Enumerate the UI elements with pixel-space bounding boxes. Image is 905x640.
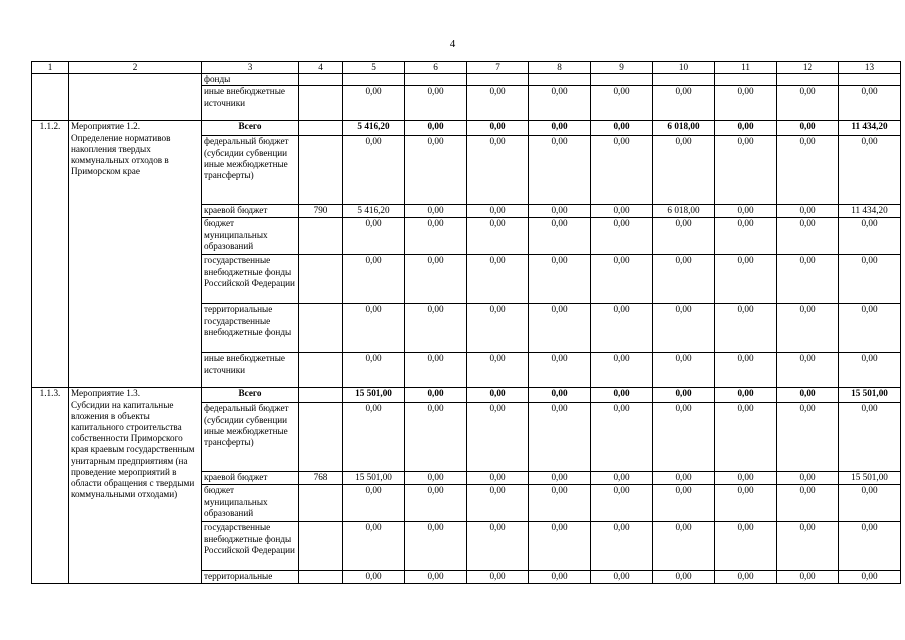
total-value: 0,00: [715, 121, 777, 136]
grbs-code: [299, 571, 343, 584]
value-cell: 0,00: [591, 255, 653, 304]
column-header: 3: [202, 62, 299, 74]
measure-name-cell: [69, 74, 202, 121]
value-cell: 0,00: [467, 205, 529, 218]
total-value: 11 434,20: [839, 121, 901, 136]
funding-source: бюджет муниципальных образований: [202, 218, 299, 255]
value-cell: 0,00: [591, 472, 653, 485]
grbs-code: [299, 353, 343, 388]
value-cell: 0,00: [529, 472, 591, 485]
value-cell: 0,00: [405, 218, 467, 255]
total-value: 0,00: [405, 388, 467, 403]
value-cell: 0,00: [591, 522, 653, 571]
value-cell: 0,00: [715, 136, 777, 205]
value-cell: 0,00: [343, 218, 405, 255]
column-header: 10: [653, 62, 715, 74]
total-value: 5 416,20: [343, 121, 405, 136]
budget-table: [31, 61, 901, 584]
total-label: Всего: [202, 121, 299, 136]
value-cell: 0,00: [405, 255, 467, 304]
column-number-row: [32, 62, 901, 74]
grbs-code: [299, 86, 343, 121]
total-value: 0,00: [777, 121, 839, 136]
value-cell: 0,00: [343, 136, 405, 205]
value-cell: 0,00: [653, 571, 715, 584]
value-cell: 0,00: [715, 472, 777, 485]
value-cell: 0,00: [343, 571, 405, 584]
value-cell: 0,00: [715, 304, 777, 353]
value-cell: 0,00: [343, 86, 405, 121]
value-cell: 0,00: [405, 86, 467, 121]
value-cell: 0,00: [653, 218, 715, 255]
value-cell: 15 501,00: [343, 472, 405, 485]
column-header: 6: [405, 62, 467, 74]
grbs-code: [299, 121, 343, 136]
total-value: 15 501,00: [343, 388, 405, 403]
value-cell: 0,00: [529, 304, 591, 353]
value-cell: 0,00: [715, 86, 777, 121]
total-value: 6 018,00: [653, 121, 715, 136]
value-cell: 0,00: [777, 205, 839, 218]
measure-code: 1.1.3.: [32, 388, 69, 584]
value-cell: 0,00: [405, 485, 467, 522]
grbs-code: 768: [299, 472, 343, 485]
value-cell: 11 434,20: [839, 205, 901, 218]
value-cell: 0,00: [839, 304, 901, 353]
total-value: 0,00: [653, 388, 715, 403]
value-cell: 0,00: [591, 353, 653, 388]
measure-description: Определение нормативов накопления твердых коммунальных отходов в Приморском крае: [71, 132, 171, 177]
value-cell: 0,00: [343, 522, 405, 571]
column-header: 11: [715, 62, 777, 74]
funding-source: федеральный бюджет (субсидии субвенции иные межбюджетные трансферты): [202, 403, 299, 472]
measure-title: Мероприятие 1.3.: [71, 388, 141, 399]
grbs-code: [299, 304, 343, 353]
funding-source: фонды: [202, 74, 299, 86]
value-cell: 0,00: [839, 522, 901, 571]
value-cell: 0,00: [839, 255, 901, 304]
column-header: 8: [529, 62, 591, 74]
value-cell: 0,00: [839, 136, 901, 205]
value-cell: 0,00: [405, 403, 467, 472]
grbs-code: [299, 74, 343, 86]
value-cell: 0,00: [653, 353, 715, 388]
value-cell: 0,00: [529, 255, 591, 304]
value-cell: 0,00: [839, 571, 901, 584]
value-cell: 0,00: [653, 472, 715, 485]
funding-source: иные внебюджетные источники: [202, 86, 299, 121]
value-cell: 0,00: [405, 136, 467, 205]
value-cell: 0,00: [591, 86, 653, 121]
grbs-code: [299, 218, 343, 255]
value-cell: 0,00: [653, 403, 715, 472]
grbs-code: [299, 485, 343, 522]
value-cell: 0,00: [405, 472, 467, 485]
page-number: 4: [449, 38, 456, 50]
column-header: 12: [777, 62, 839, 74]
total-value: 0,00: [591, 388, 653, 403]
value-cell: 0,00: [405, 571, 467, 584]
value-cell: 0,00: [591, 218, 653, 255]
value-cell: 0,00: [715, 353, 777, 388]
value-cell: 0,00: [467, 304, 529, 353]
total-value: 0,00: [529, 388, 591, 403]
value-cell: 0,00: [715, 571, 777, 584]
total-value: 0,00: [591, 121, 653, 136]
value-cell: 0,00: [653, 485, 715, 522]
value-cell: 0,00: [467, 522, 529, 571]
measure-title: Мероприятие 1.2.: [71, 121, 141, 132]
value-cell: 0,00: [653, 522, 715, 571]
value-cell: 0,00: [591, 571, 653, 584]
total-value: 0,00: [715, 388, 777, 403]
value-cell: 0,00: [839, 86, 901, 121]
total-value: 0,00: [467, 388, 529, 403]
measure-description: Субсидии на капитальные вложения в объекты капитального строительства собственности Приморского края краевым государственным унитарным предприятиям (на проведение мероприятий в области обращения с твердыми коммунальными отходами): [71, 399, 195, 500]
value-cell: 0,00: [777, 522, 839, 571]
column-header: 9: [591, 62, 653, 74]
value-cell: 0,00: [529, 485, 591, 522]
column-header: 7: [467, 62, 529, 74]
value-cell: 0,00: [715, 218, 777, 255]
value-cell: 0,00: [529, 205, 591, 218]
funding-source: бюджет муниципальных образований: [202, 485, 299, 522]
value-cell: 0,00: [529, 522, 591, 571]
value-cell: 0,00: [653, 136, 715, 205]
grbs-code: [299, 255, 343, 304]
value-cell: 0,00: [715, 403, 777, 472]
grbs-code: 790: [299, 205, 343, 218]
value-cell: 0,00: [467, 86, 529, 121]
value-cell: 0,00: [777, 304, 839, 353]
value-cell: 0,00: [715, 485, 777, 522]
value-cell: 0,00: [653, 255, 715, 304]
value-cell: 0,00: [777, 255, 839, 304]
value-cell: 0,00: [777, 86, 839, 121]
value-cell: 0,00: [777, 136, 839, 205]
value-cell: 0,00: [591, 136, 653, 205]
value-cell: 0,00: [653, 304, 715, 353]
measure-total-row: [32, 388, 901, 403]
column-header: 4: [299, 62, 343, 74]
column-header: 2: [69, 62, 202, 74]
value-cell: 0,00: [343, 403, 405, 472]
value-cell: 0,00: [405, 304, 467, 353]
value-cell: 0,00: [715, 255, 777, 304]
funding-source: территориальные: [202, 571, 299, 584]
value-cell: 0,00: [405, 353, 467, 388]
funding-source: иные внебюджетные источники: [202, 353, 299, 388]
value-cell: 0,00: [467, 255, 529, 304]
grbs-code: [299, 522, 343, 571]
value-cell: 0,00: [343, 353, 405, 388]
funding-source: государственные внебюджетные фонды Российской Федерации: [202, 522, 299, 571]
value-cell: 0,00: [591, 485, 653, 522]
total-label: Всего: [202, 388, 299, 403]
value-cell: 0,00: [529, 353, 591, 388]
funding-source: государственные внебюджетные фонды Российской Федерации: [202, 255, 299, 304]
value-cell: 5 416,20: [343, 205, 405, 218]
funding-source: федеральный бюджет (субсидии субвенции иные межбюджетные трансферты): [202, 136, 299, 205]
funding-source: краевой бюджет: [202, 472, 299, 485]
table-row: [32, 74, 901, 86]
value-cell: 0,00: [467, 485, 529, 522]
value-cell: 0,00: [467, 353, 529, 388]
value-cell: 0,00: [653, 86, 715, 121]
value-cell: 0,00: [591, 205, 653, 218]
grbs-code: [299, 388, 343, 403]
value-cell: 0,00: [343, 255, 405, 304]
funding-source: краевой бюджет: [202, 205, 299, 218]
value-cell: 0,00: [839, 218, 901, 255]
value-cell: 0,00: [405, 522, 467, 571]
value-cell: 0,00: [467, 571, 529, 584]
value-cell: 0,00: [467, 218, 529, 255]
value-cell: 0,00: [529, 403, 591, 472]
value-cell: 0,00: [777, 571, 839, 584]
value-cell: 0,00: [529, 218, 591, 255]
total-value: 0,00: [777, 388, 839, 403]
measure-code: 1.1.2.: [32, 121, 69, 388]
value-cell: 0,00: [343, 485, 405, 522]
value-cell: 0,00: [529, 136, 591, 205]
value-cell: 0,00: [467, 403, 529, 472]
value-cell: 0,00: [777, 403, 839, 472]
value-cell: 0,00: [467, 472, 529, 485]
measure-code-cell: [32, 74, 69, 121]
total-value: 0,00: [529, 121, 591, 136]
funding-source: территориальные государственные внебюджетные фонды: [202, 304, 299, 353]
value-cell: 0,00: [467, 136, 529, 205]
value-cell: 0,00: [839, 353, 901, 388]
value-cell: 15 501,00: [839, 472, 901, 485]
value-cell: 0,00: [529, 571, 591, 584]
total-value: 15 501,00: [839, 388, 901, 403]
value-cell: 0,00: [405, 205, 467, 218]
measure-name-cell: [69, 388, 202, 584]
value-cell: 6 018,00: [653, 205, 715, 218]
value-cell: 0,00: [591, 403, 653, 472]
value-cell: 0,00: [777, 353, 839, 388]
column-header: 1: [32, 62, 69, 74]
value-cell: 0,00: [529, 86, 591, 121]
grbs-code: [299, 403, 343, 472]
measure-name-cell: [69, 121, 202, 388]
value-cell: 0,00: [777, 218, 839, 255]
value-cell: 0,00: [591, 304, 653, 353]
value-cell: 0,00: [715, 205, 777, 218]
value-cell: 0,00: [839, 403, 901, 472]
value-cell: 0,00: [715, 522, 777, 571]
column-header: 13: [839, 62, 901, 74]
grbs-code: [299, 136, 343, 205]
value-cell: 0,00: [777, 472, 839, 485]
total-value: 0,00: [405, 121, 467, 136]
column-header: 5: [343, 62, 405, 74]
value-cell: 0,00: [343, 304, 405, 353]
value-cell: 0,00: [839, 485, 901, 522]
measure-total-row: [32, 121, 901, 136]
total-value: 0,00: [467, 121, 529, 136]
value-cell: 0,00: [777, 485, 839, 522]
